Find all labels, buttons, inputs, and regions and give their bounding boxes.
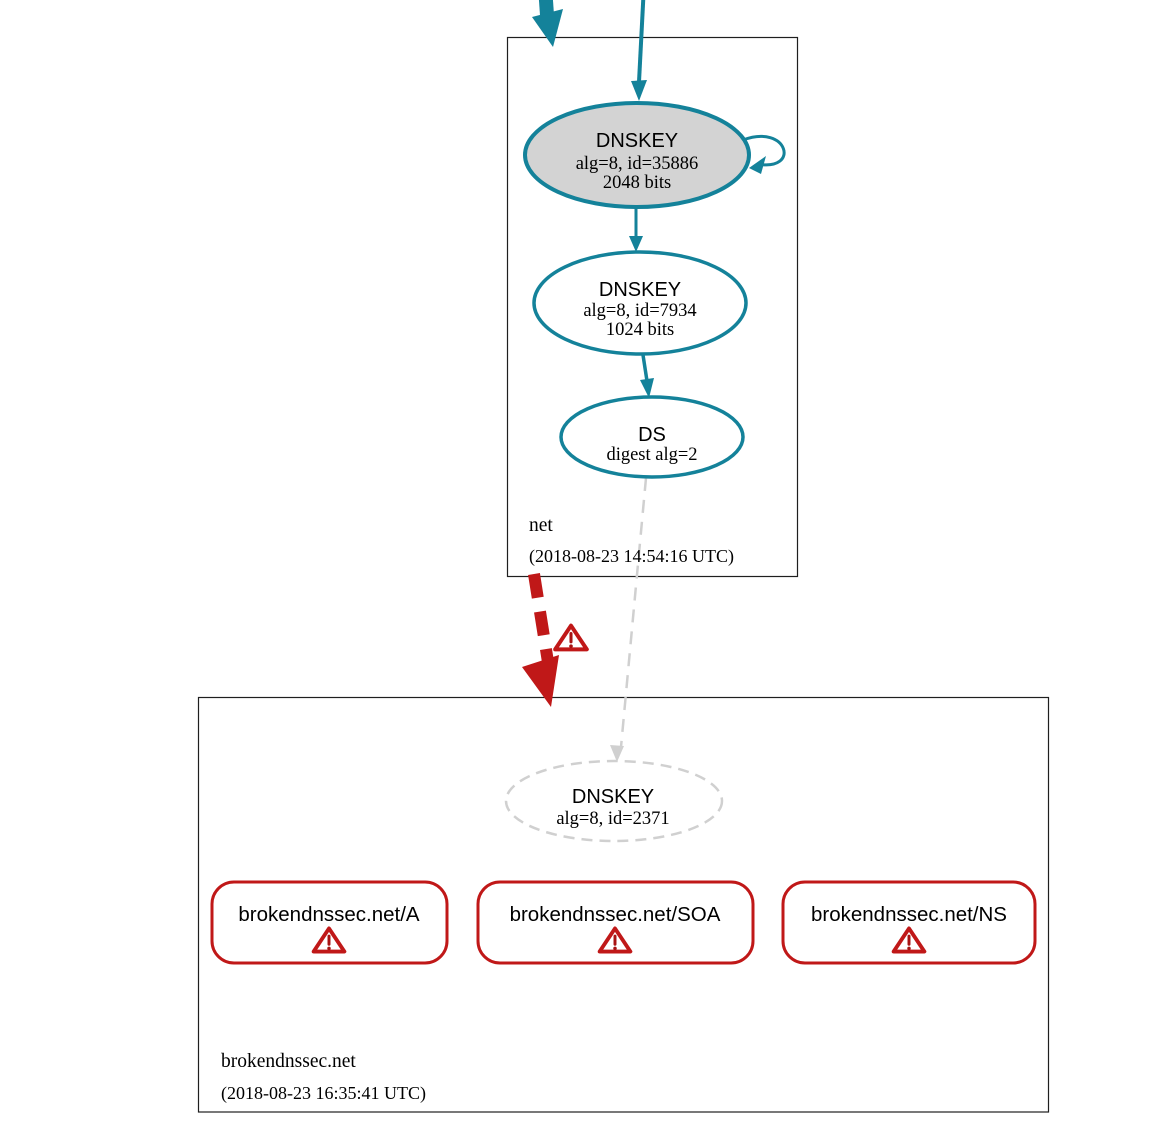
edge-zsk-ds-arrowhead: [640, 378, 654, 398]
zone-net-timestamp: (2018-08-23 14:54:16 UTC): [529, 546, 734, 566]
edge-parent-to-net-ksk: [631, 0, 647, 101]
rrset-ns-label: brokendnssec.net/NS: [810, 903, 1008, 926]
edge-zsk-to-ds: [640, 355, 654, 398]
node-net-ds-params: digest alg=2: [606, 445, 698, 465]
node-net-ds: [561, 397, 743, 477]
zone-brokendnssec-timestamp: (2018-08-23 16:35:41 UTC): [221, 1083, 426, 1103]
edge-bogus-shaft: [534, 574, 548, 662]
edge-parent-thin-shaft: [639, 0, 644, 82]
edge-zsk-ds-shaft: [643, 355, 647, 381]
edge-ksk-to-zsk: [629, 207, 643, 252]
node-net-zsk-title: DNSKEY: [598, 279, 682, 301]
edge-insecure-arrowhead: [610, 745, 624, 762]
zone-brokendnssec-label: brokendnssec.net: [221, 1051, 356, 1072]
node-net-ksk-title: DNSKEY: [595, 130, 679, 152]
rrset-a: [212, 882, 447, 963]
edge-parent-thick-arrowhead: [532, 9, 563, 47]
rrset-soa-label: brokendnssec.net/SOA: [509, 903, 721, 926]
node-broken-dnskey-title: DNSKEY: [571, 786, 655, 808]
edge-ds-to-child-dnskey: [610, 478, 646, 762]
rrset-soa: [478, 882, 753, 963]
edge-parent-ds-to-net: [532, 0, 563, 47]
edge-parent-thick-shaft: [544, 0, 547, 15]
node-broken-dnskey: [506, 761, 722, 841]
node-net-zsk-params: alg=8, id=7934: [583, 301, 697, 321]
node-net-zsk-size: 1024 bits: [605, 320, 675, 340]
edge-ksk-zsk-arrowhead: [629, 236, 643, 252]
node-net-ksk: [525, 103, 749, 207]
node-net-ds-title: DS: [638, 424, 666, 446]
self-loop-arrowhead: [749, 156, 766, 174]
zone-net-label: net: [529, 515, 553, 536]
rrset-ns: [783, 882, 1035, 963]
edge-parent-thin-arrowhead: [631, 80, 647, 101]
rrset-a-label: brokendnssec.net/A: [238, 903, 420, 926]
edge-bogus-arrowhead: [522, 655, 559, 707]
warning-icon: [555, 626, 587, 650]
edge-bogus-delegation: [522, 574, 559, 707]
node-net-zsk: [534, 252, 746, 354]
node-net-ksk-size: 2048 bits: [602, 173, 672, 193]
node-broken-dnskey-params: alg=8, id=2371: [556, 809, 670, 829]
edge-insecure-shaft: [621, 478, 646, 747]
node-net-ksk-params: alg=8, id=35886: [575, 154, 699, 174]
